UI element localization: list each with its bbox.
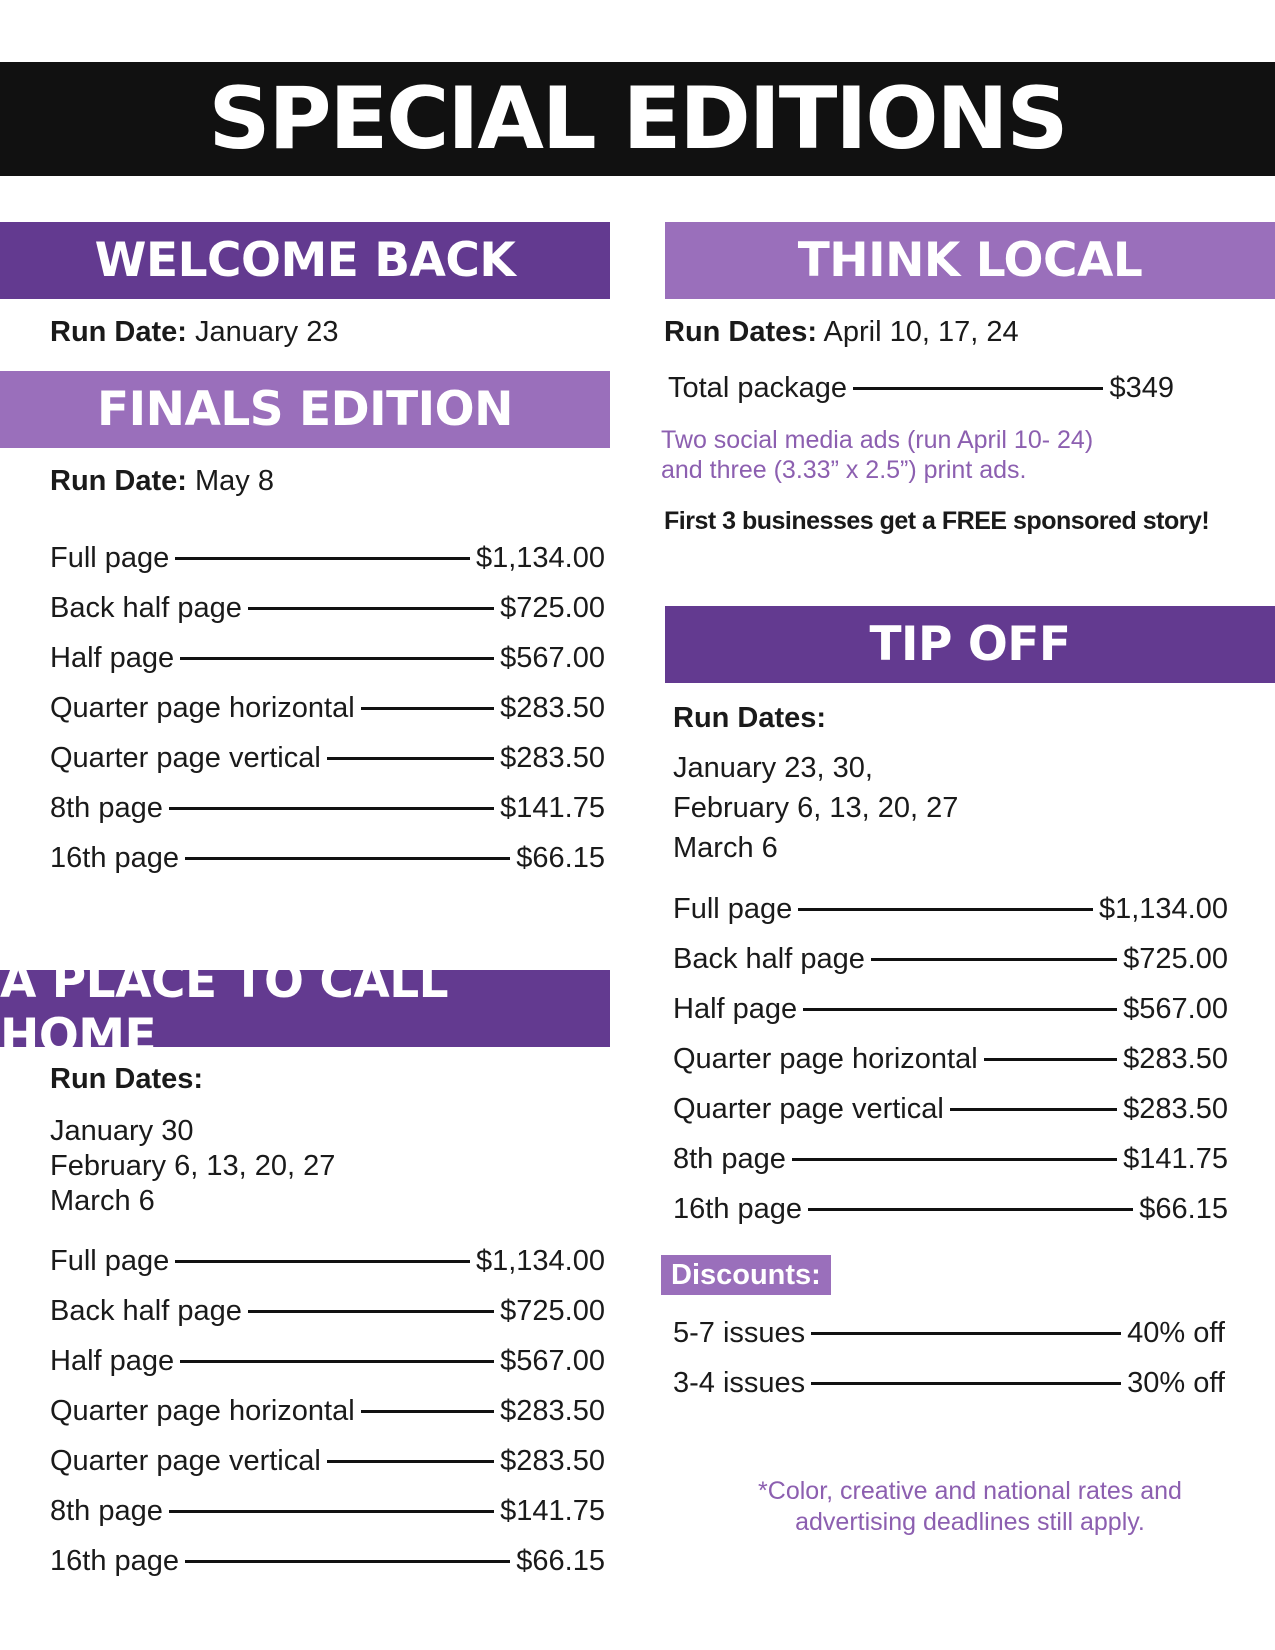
leader-line bbox=[808, 1208, 1133, 1211]
rate-row bbox=[50, 790, 605, 826]
rate-name: 16th page bbox=[673, 1192, 803, 1225]
description-line: Two social media ads (run April 10- 24) bbox=[661, 426, 1094, 454]
rate-row bbox=[50, 540, 605, 576]
rate-price: $283.50 bbox=[500, 691, 605, 724]
footnote-line: advertising deadlines still apply. bbox=[795, 1508, 1145, 1536]
rate-row bbox=[50, 1393, 605, 1429]
leader-line bbox=[361, 707, 494, 710]
rate-price: $283.50 bbox=[1123, 1092, 1228, 1125]
rate-name: Quarter page vertical bbox=[673, 1092, 944, 1125]
rate-row bbox=[673, 1141, 1228, 1177]
rate-name: Quarter page vertical bbox=[50, 1444, 321, 1477]
run-date-line: January 23, 30, bbox=[673, 752, 873, 784]
rate-row bbox=[673, 941, 1228, 977]
leader-line bbox=[811, 1332, 1121, 1335]
rate-price: $567.00 bbox=[500, 1344, 605, 1377]
rate-row bbox=[50, 640, 605, 676]
rate-name: Back half page bbox=[673, 942, 865, 975]
rate-row bbox=[50, 1243, 605, 1279]
rate-price: 40% off bbox=[1127, 1316, 1225, 1349]
finals-edition-banner: FINALS EDITION bbox=[0, 371, 610, 448]
rate-row bbox=[50, 1443, 605, 1479]
rate-price: $1,134.00 bbox=[1098, 892, 1228, 925]
leader-line bbox=[185, 857, 510, 860]
finals-run-date bbox=[50, 465, 274, 498]
welcome-back-run-date bbox=[50, 316, 339, 349]
rate-row bbox=[50, 690, 605, 726]
run-date-line: February 6, 13, 20, 27 bbox=[673, 792, 959, 824]
rate-name: Back half page bbox=[50, 1294, 242, 1327]
rate-name: 3-4 issues bbox=[673, 1366, 806, 1399]
rate-name: Half page bbox=[50, 1344, 175, 1377]
rate-price: $141.75 bbox=[1123, 1142, 1228, 1175]
leader-line bbox=[175, 557, 470, 560]
leader-line bbox=[984, 1058, 1117, 1061]
description-line: and three (3.33” x 2.5”) print ads. bbox=[661, 456, 1027, 484]
rate-price: $141.75 bbox=[500, 791, 605, 824]
rate-price: $725.00 bbox=[500, 1294, 605, 1327]
run-dates-label: Run Dates: bbox=[673, 702, 827, 734]
think-local-run-dates bbox=[664, 316, 1019, 349]
leader-line bbox=[175, 1260, 470, 1263]
rate-price: $66.15 bbox=[516, 1544, 605, 1577]
page-header bbox=[0, 62, 1275, 176]
page-title: SPECIAL EDITIONS bbox=[208, 69, 1067, 169]
rate-row bbox=[50, 1543, 605, 1579]
rate-name: Half page bbox=[50, 641, 175, 674]
place-to-call-home-banner: A PLACE TO CALL HOME bbox=[0, 970, 610, 1047]
rate-name: 8th page bbox=[673, 1142, 786, 1175]
total-package-row bbox=[668, 370, 1174, 406]
leader-line bbox=[950, 1108, 1117, 1111]
rate-name: 16th page bbox=[50, 1544, 180, 1577]
promo-text: First 3 businesses get a FREE sponsored story! bbox=[664, 507, 1210, 535]
run-date-value: January 23 bbox=[195, 316, 339, 348]
rate-row bbox=[50, 590, 605, 626]
rate-name: Quarter page horizontal bbox=[673, 1042, 978, 1075]
rate-price: $349 bbox=[1109, 371, 1174, 404]
rate-price: 30% off bbox=[1127, 1366, 1225, 1399]
run-date-label: Run Date: bbox=[50, 316, 187, 348]
think-local-banner: THINK LOCAL bbox=[665, 222, 1275, 299]
footnote-line: *Color, creative and national rates and bbox=[758, 1477, 1182, 1505]
leader-line bbox=[361, 1410, 494, 1413]
rate-price: $283.50 bbox=[500, 1394, 605, 1427]
rate-name: Quarter page vertical bbox=[50, 741, 321, 774]
leader-line bbox=[871, 958, 1117, 961]
rate-name: 8th page bbox=[50, 791, 163, 824]
run-dates-label: Run Dates: bbox=[50, 1063, 204, 1095]
rate-name: Back half page bbox=[50, 591, 242, 624]
rate-price: $567.00 bbox=[1123, 992, 1228, 1025]
leader-line bbox=[853, 387, 1104, 390]
rate-price: $283.50 bbox=[1123, 1042, 1228, 1075]
run-dates-label: Run Dates: bbox=[664, 316, 818, 348]
footnote bbox=[665, 1476, 1275, 1538]
rate-row bbox=[50, 1343, 605, 1379]
rate-row bbox=[50, 1493, 605, 1529]
run-dates-value: April 10, 17, 24 bbox=[823, 316, 1019, 348]
tip-off-run-dates-label bbox=[673, 702, 826, 735]
leader-line bbox=[327, 757, 494, 760]
rate-name: Quarter page horizontal bbox=[50, 691, 355, 724]
run-date-line: February 6, 13, 20, 27 bbox=[50, 1150, 336, 1182]
home-run-dates-list bbox=[50, 1114, 335, 1219]
rate-name: Total package bbox=[668, 371, 847, 404]
leader-line bbox=[185, 1560, 510, 1563]
rate-price: $66.15 bbox=[516, 841, 605, 874]
leader-line bbox=[803, 1008, 1117, 1011]
run-date-label: Run Date: bbox=[50, 465, 187, 497]
rate-name: 16th page bbox=[50, 841, 180, 874]
rate-row bbox=[673, 891, 1228, 927]
leader-line bbox=[180, 657, 494, 660]
leader-line bbox=[169, 1510, 494, 1513]
rate-price: $283.50 bbox=[500, 741, 605, 774]
run-date-value: May 8 bbox=[195, 465, 274, 497]
leader-line bbox=[798, 908, 1093, 911]
tip-off-banner: TIP OFF bbox=[665, 606, 1275, 683]
leader-line bbox=[327, 1460, 494, 1463]
run-date-line: March 6 bbox=[50, 1185, 155, 1217]
rate-price: $66.15 bbox=[1139, 1192, 1228, 1225]
run-date-line: January 30 bbox=[50, 1115, 194, 1147]
tip-off-run-dates-list bbox=[673, 748, 958, 868]
rate-name: Full page bbox=[50, 541, 170, 574]
rate-price: $283.50 bbox=[500, 1444, 605, 1477]
rate-name: Full page bbox=[673, 892, 793, 925]
welcome-back-banner: WELCOME BACK bbox=[0, 222, 610, 299]
leader-line bbox=[248, 1310, 494, 1313]
rate-row bbox=[50, 740, 605, 776]
home-run-dates-label bbox=[50, 1063, 203, 1096]
leader-line bbox=[792, 1158, 1117, 1161]
rate-row bbox=[673, 1091, 1228, 1127]
rate-row bbox=[673, 1191, 1228, 1227]
rate-row bbox=[673, 1365, 1225, 1401]
rate-name: Full page bbox=[50, 1244, 170, 1277]
rate-price: $567.00 bbox=[500, 641, 605, 674]
rate-price: $141.75 bbox=[500, 1494, 605, 1527]
rate-name: Half page bbox=[673, 992, 798, 1025]
rate-row bbox=[50, 840, 605, 876]
rate-name: 8th page bbox=[50, 1494, 163, 1527]
leader-line bbox=[169, 807, 494, 810]
rate-name: Quarter page horizontal bbox=[50, 1394, 355, 1427]
rate-name: 5-7 issues bbox=[673, 1316, 806, 1349]
rate-row bbox=[673, 991, 1228, 1027]
leader-line bbox=[811, 1382, 1121, 1385]
rate-row bbox=[673, 1041, 1228, 1077]
run-date-line: March 6 bbox=[673, 832, 778, 864]
rate-row bbox=[50, 1293, 605, 1329]
rate-price: $725.00 bbox=[500, 591, 605, 624]
rate-price: $1,134.00 bbox=[475, 541, 605, 574]
leader-line bbox=[248, 607, 494, 610]
rate-price: $1,134.00 bbox=[475, 1244, 605, 1277]
discounts-badge: Discounts: bbox=[661, 1255, 831, 1295]
think-local-description bbox=[661, 425, 1093, 485]
rate-price: $725.00 bbox=[1123, 942, 1228, 975]
leader-line bbox=[180, 1360, 494, 1363]
rate-row bbox=[673, 1315, 1225, 1351]
